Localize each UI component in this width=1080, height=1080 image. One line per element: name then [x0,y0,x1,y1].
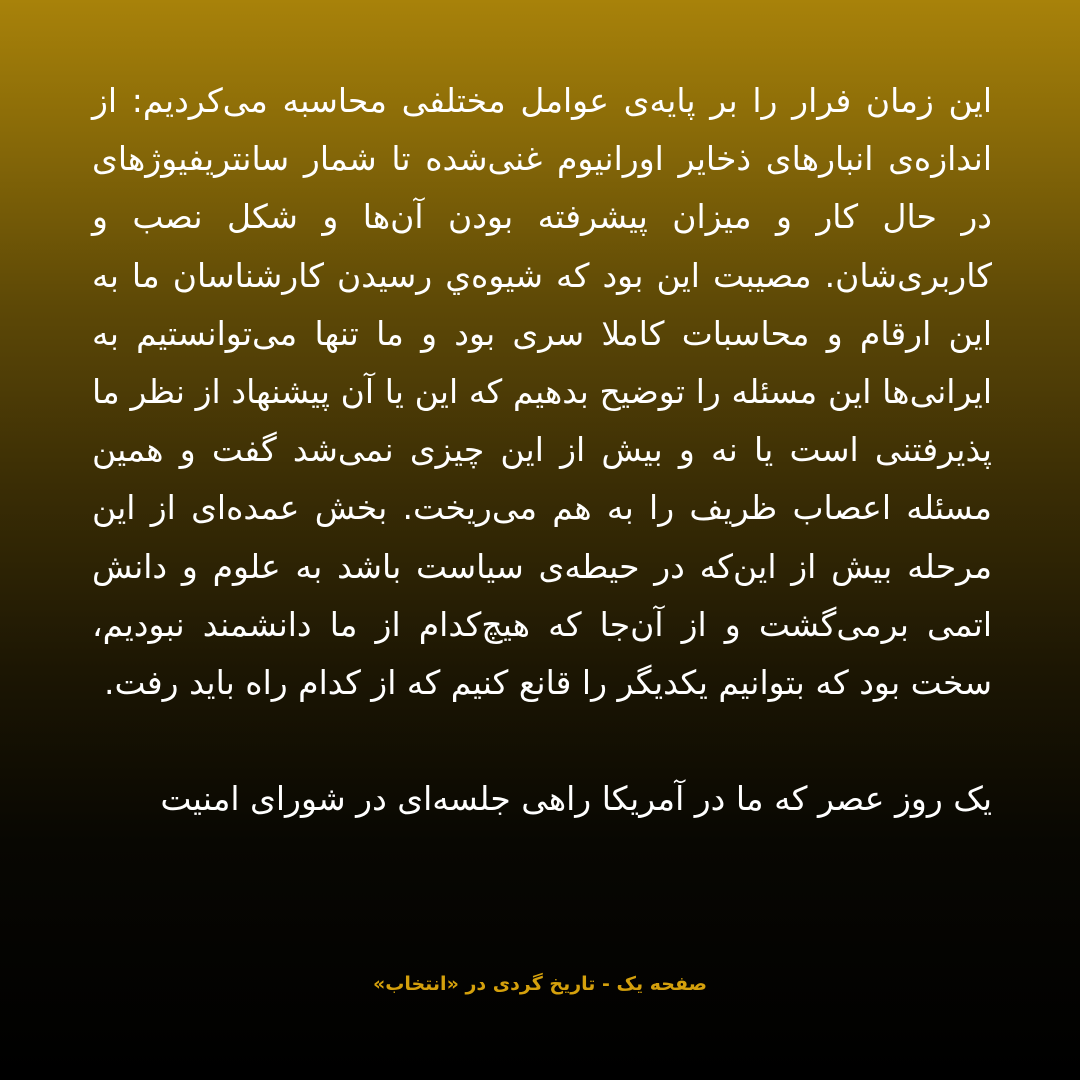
article-body [92,72,992,829]
paragraph-spacer [92,712,992,770]
footer-caption: صفحه یک - تاریخ گردی در «انتخاب» [372,973,708,995]
article-paragraph-1: این زمان فرار را بر پایه‌ی عوامل مختلفی محاسبه می‌کردیم: از اندازه‌ی انبارهای ذخایر اورانیوم غنی‌شده تا شمار سانتریفیوژهای در حال کار و میزان پیشرفته بودن آن‌ها و شکل نصب و کاربری‌شان. مصیبت این بود که شیوه‌ي رسیدن کارشناسان ما به این ارقام و محاسبات کاملا سری بود و ما تنها می‌توانستیم به ایرانی‌ها این مسئله را توضیح بدهیم که این یا آن پیشنهاد از نظر ما پذیرفتنی است یا نه و بیش از این چیزی نمی‌شد گفت و همین مسئله اعصاب ظریف را به هم می‌ریخت. بخش عمده‌ای از این مرحله بیش از این‌که در حیطه‌ی سیاست باشد به علوم و دانش اتمی برمی‌گشت و از آن‌جا که هیچ‌کدام از ما دانشمند نبودیم، سخت بود که بتوانیم یکدیگر را قانع کنیم که از کدام راه باید رفت. [92,81,992,703]
article-paragraph-2: یک روز عصر که ما در آمریکا راهی جلسه‌ای در شورای امنیت [160,779,992,819]
